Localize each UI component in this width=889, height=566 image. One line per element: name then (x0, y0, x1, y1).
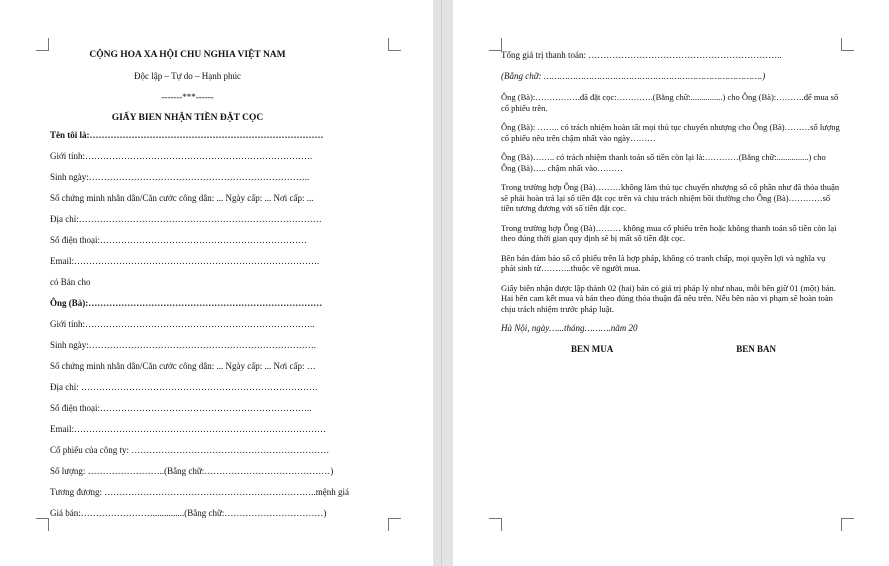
crop-mark (841, 38, 854, 51)
page-gap (433, 0, 453, 566)
page1-content (50, 50, 350, 519)
crop-mark (36, 518, 49, 531)
paragraph: Bên bán đảm bảo số cổ phiếu trên là hợp pháp, không có tranh chấp, mọi quyền lợi và nghĩa vụ phát sinh từ………..thuộc về người mua. (501, 252, 826, 273)
national-header: CỘNG HOA XA HỘI CHU NGHIA VIỆT NAM (89, 50, 286, 60)
total-line: Tổng giá trị thanh toán: ……………………………………………………….. (501, 50, 782, 60)
crop-mark (388, 518, 401, 531)
field-line: Số lượng: ……………………..(Bằng chữ:……………………………………) (50, 466, 334, 476)
crop-mark (489, 518, 502, 531)
field-line: Tương đương: ……………………………………………………………..mệnh giá (50, 487, 350, 497)
in-words-line: (Bằng chữ: ……………………………………………………………………….) (501, 71, 766, 81)
field-line: Email:………………………………………………………………………. (50, 256, 320, 266)
place-date: Hà Nội, ngày…...tháng……….năm 20 (501, 323, 638, 333)
document-page-2 (453, 0, 889, 566)
field-line: Địa chỉ:……………………………………………………………………… (50, 214, 322, 224)
sell-to-line: có Bán cho (50, 277, 91, 287)
crop-mark (388, 38, 401, 51)
field-line: Sinh ngày:…………………………………………………………………. (50, 340, 317, 350)
field-line: Sinh ngày:……………………………………………………………….. (50, 172, 310, 182)
paragraph: Trong trường hợp Ông (Bà)……… không mua cổ phiếu trên hoặc không thanh toán số tiền còn lại theo đúng thời gian quy định sẽ bị mất số tiền đặt cọc. (501, 222, 837, 243)
paragraph: Ông (Bà):…………….đã đặt cọc:………….(Bằng chữ:...............) cho Ông (Bà):……….để mua số cổ phiếu trên. (501, 92, 839, 113)
field-line: Tên tôi là:…………………………………………………………………… (50, 130, 324, 140)
field-line: Cổ phiếu của công ty: ………………………………………………………… (50, 445, 330, 455)
paragraph: Giấy biên nhận được lập thành 02 (hai) bản có giá trị pháp lý như nhau, mỗi bên giữ 01 (một) bản. Hai bên cam kết mua và bán theo đúng thỏa thuận đã nêu trên. Nếu bên nào vi phạm sẽ hoàn toàn chịu trách nhiệm trước pháp luật. (501, 282, 836, 314)
seller-label: BEN BAN (736, 344, 776, 354)
field-line: Ông (Bà):…………………………………………………………………… (50, 298, 323, 308)
field-line: Số chứng minh nhân dân/Căn cước công dân: ... Ngày cấp: ... Nơi cấp: ... (50, 193, 314, 203)
field-line: Giới tính:………………………………………………………………….. (50, 319, 315, 329)
field-line: Số điện thoại:…………………………………………………………… (50, 235, 307, 245)
separator: -------***------ (161, 92, 214, 102)
paragraph: Ông (Bà)…….. có trách nhiệm thanh toán số tiền còn lại là:…………(Bằng chữ:...............) cho Ông (Bà)….. chậm nhất vào……… (501, 152, 826, 173)
field-line: Email:………………………………………………………………………… (50, 424, 326, 434)
field-line: Giá bán:……………………..............(Bằng chữ:……………………………) (50, 508, 327, 518)
field-line: Số điện thoại:…………………………………………………………….. (50, 403, 312, 413)
crop-mark (36, 38, 49, 51)
document-title: GIẤY BIEN NHẬN TIỀN ĐẶT CỌC (111, 113, 264, 123)
page2-content (501, 50, 841, 355)
field-line: Giới tính:…………………………………………………………………. (50, 151, 313, 161)
field-line: Địa chỉ: ……………………………………………………………………. (50, 382, 318, 392)
document-page-1 (0, 0, 433, 566)
national-motto: Độc lập – Tự do – Hạnh phúc (134, 71, 241, 81)
crop-mark (841, 518, 854, 531)
signature-labels (501, 344, 841, 355)
paragraph: Trong trường hợp Ông (Bà)………không làm thủ tục chuyển nhượng số cổ phần như đã thỏa thuận sẽ phải hoàn trả lại số tiền đặt cọc trên và chịu trách nhiệm bồi thường cho Ông (Bà)…………số tiền tương đương với số tiền đặt cọc. (501, 182, 840, 213)
paragraph: Ông (Bà): …….. có trách nhiệm hoàn tất mọi thủ tục chuyển nhượng cho Ông (Bà)………số lượng cổ phiếu nêu trên chậm nhất vào ngày……… (501, 122, 840, 143)
field-line: Số chứng minh nhân dân/Căn cước công dân: ... Ngày cấp: ... Nơi cấp: … (50, 361, 316, 371)
buyer-label: BEN MUA (571, 344, 614, 354)
